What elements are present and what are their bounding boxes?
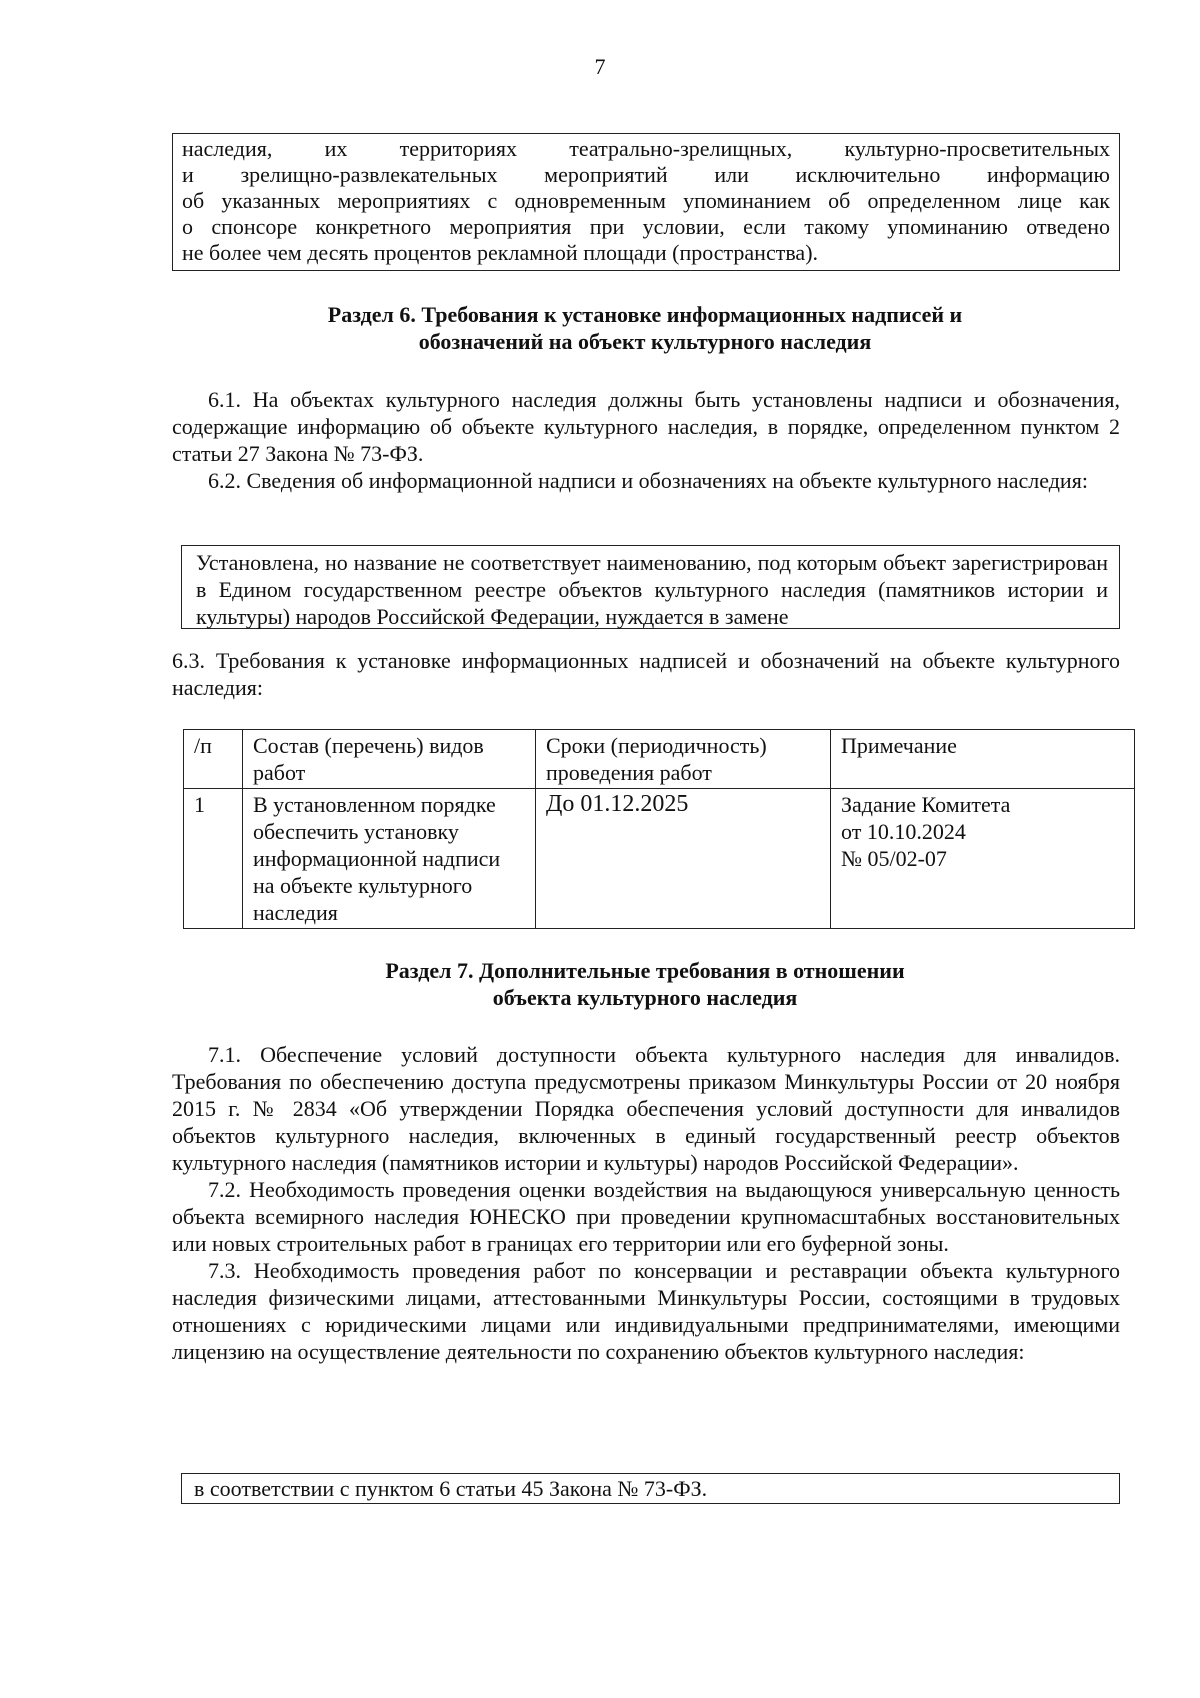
section7-title-line1: Раздел 7. Дополнительные требования в отношении bbox=[385, 958, 905, 983]
cell-work: В установленном порядке обеспечить установку информационной надписи на объекте культурного наследия bbox=[243, 789, 536, 929]
table-row bbox=[184, 789, 1135, 929]
paragraph-6-2: 6.2. Сведения об информационной надписи и обозначениях на объекте культурного наследия: bbox=[208, 468, 1088, 493]
table-header-row bbox=[184, 730, 1135, 789]
box-line: об указанных мероприятиях с одновременным упоминанием об определенном лице как bbox=[182, 188, 1110, 213]
paragraph-6-1: 6.1. На объектах культурного наследия должны быть установлены надписи и обозначения, содержащие информацию об объекте культурного наследия, в порядке, определенном пунктом 2 статьи 27 Закона № 73-ФЗ. bbox=[172, 387, 1120, 466]
header-num: /п bbox=[184, 730, 243, 789]
note-line: № 05/02-07 bbox=[841, 846, 947, 871]
section6-title-line2: обозначений на объект культурного наследия bbox=[418, 329, 872, 354]
paragraph-6-3-wrap bbox=[172, 647, 1120, 701]
paragraph-7-2: 7.2. Необходимость проведения оценки воздействия на выдающуюся универсальную ценность объекта всемирного наследия ЮНЕСКО при проведении крупномасштабных восстановительных или новых строительных работ в границах его территории или его буферной зоны. bbox=[172, 1177, 1120, 1256]
box-line: не более чем десять процентов рекламной площади (пространства). bbox=[182, 240, 819, 265]
header-note: Примечание bbox=[831, 730, 1135, 789]
box-line: и зрелищно-развлекательных мероприятий или исключительно информацию bbox=[182, 162, 1110, 187]
header-deadline: Сроки (периодичность) проведения работ bbox=[536, 730, 831, 789]
section7-heading bbox=[160, 957, 1130, 1011]
restoration-basis-box bbox=[181, 1473, 1120, 1504]
cell-note bbox=[831, 789, 1135, 929]
page-number: 7 bbox=[594, 54, 606, 79]
section7-paragraphs bbox=[172, 1041, 1120, 1365]
section6-paragraphs bbox=[172, 386, 1120, 494]
paragraph-7-1: 7.1. Обеспечение условий доступности объекта культурного наследия для инвалидов. Требования по обеспечению доступа предусмотрены приказом Минкультуры России от 20 ноября 2015 г. № 2834 «Об утверждении Порядка обеспечения условий доступности для инвалидов объектов культурного наследия, включенных в единый государственный реестр объектов культурного наследия (памятников истории и культуры) народов Российской Федерации». bbox=[172, 1042, 1120, 1175]
box-line: о спонсоре конкретного мероприятия при условии, если такому упоминанию отведено bbox=[182, 214, 1110, 239]
cell-deadline: До 01.12.2025 bbox=[536, 789, 831, 929]
section6-heading bbox=[160, 301, 1130, 355]
note-line: Задание Комитета bbox=[841, 792, 1011, 817]
note-line: от 10.10.2024 bbox=[841, 819, 966, 844]
box-line: наследия, их территориях театрально-зрелищных, культурно-просветительных bbox=[182, 136, 1110, 161]
inscription-status-box bbox=[181, 545, 1120, 629]
continuation-box bbox=[172, 133, 1120, 271]
inscription-status-text: Установлена, но название не соответствует наименованию, под которым объект зарегистрирован в Едином государственном реестре объектов культурного наследия (памятников истории и культуры) народов Российской Федерации, нуждается в замене bbox=[196, 550, 1108, 629]
header-work: Состав (перечень) видов работ bbox=[243, 730, 536, 789]
paragraph-7-3: 7.3. Необходимость проведения работ по консервации и реставрации объекта культурного наследия физическими лицами, аттестованными Минкультуры России, состоящими в трудовых отношениях с юридическими лицами или индивидуальными предпринимателями, имеющими лицензию на осуществление деятельности по сохранению объектов культурного наследия: bbox=[172, 1258, 1120, 1364]
cell-num: 1 bbox=[184, 789, 243, 929]
paragraph-6-3: 6.3. Требования к установке информационных надписей и обозначений на объекте культурного наследия: bbox=[172, 648, 1120, 700]
requirements-table bbox=[183, 729, 1135, 929]
restoration-basis-text: в соответствии с пунктом 6 статьи 45 Закона № 73-ФЗ. bbox=[194, 1476, 708, 1501]
section7-title-line2: объекта культурного наследия bbox=[492, 985, 798, 1010]
section6-title-line1: Раздел 6. Требования к установке информационных надписей и bbox=[327, 302, 963, 327]
